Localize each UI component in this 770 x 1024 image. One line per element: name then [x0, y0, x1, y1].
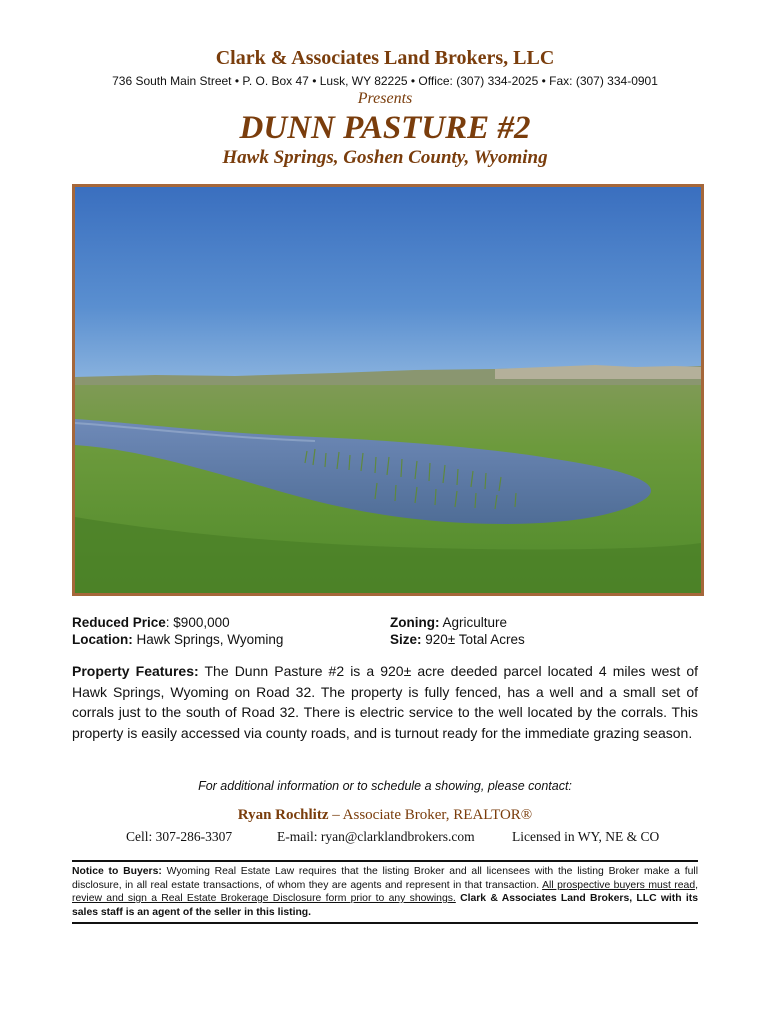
company-name: Clark & Associates Land Brokers, LLC — [215, 47, 555, 69]
notice-text: Wyoming Real Estate Law requires that the listing Broker and all licensees with the listing Broker make a full disclosure, in all real estate transactions, of whom they are agents and represent in that transaction. — [72, 866, 699, 891]
property-photo — [72, 184, 704, 596]
price-row — [72, 614, 283, 631]
notice-agent-statement: Clark & Associates Land Brokers, LLC with its sales staff is an agent of the seller in this listing. — [72, 893, 698, 918]
location-label: Location: — [72, 632, 133, 647]
notice-label: Notice to Buyers: — [72, 866, 162, 877]
features-text: The Dunn Pasture #2 is a 920± acre deeded parcel located 4 miles west of Hawk Springs, Wyoming on Road 32. The property is fully fenced, has a well and a small set of corrals just to the south of Road 32. There is electric service to the well located by the corrals. This property is easily accessed via county roads, and is turnout ready for the immediate grazing season. — [72, 663, 698, 741]
zoning-value: Agriculture — [439, 615, 508, 630]
presents-label: Presents — [357, 90, 413, 107]
facts-right — [390, 614, 525, 648]
listing-subtitle: Hawk Springs, Goshen County, Wyoming — [222, 147, 548, 168]
size-label: Size: — [390, 632, 422, 647]
zoning-row — [390, 614, 525, 631]
listing-title: DUNN PASTURE #2 — [239, 110, 531, 146]
notice-underlined: All prospective buyers must read, review and sign a Real Estate Brokerage Disclosure form prior to any showings. — [72, 879, 698, 905]
property-features — [72, 661, 698, 743]
contact-note: For additional information or to schedule a showing, please contact: — [198, 779, 572, 793]
company-address: 736 South Main Street • P. O. Box 47 • Lusk, WY 82225 • Office: (307) 334-2025 • Fax: (307) 334-0901 — [112, 74, 658, 88]
broker-cell: Cell: 307-286-3307 — [126, 829, 233, 844]
price-value: : $900,000 — [165, 615, 230, 630]
broker-line — [0, 807, 770, 824]
broker-name: Ryan Rochlitz — [237, 807, 329, 823]
broker-licensed: Licensed in WY, NE & CO — [512, 829, 660, 844]
location-row — [72, 631, 283, 648]
facts-left — [72, 614, 283, 648]
size-value: 920± Total Acres — [421, 632, 525, 647]
broker-email[interactable]: E-mail: ryan@clarklandbrokers.com — [277, 829, 475, 844]
notice-to-buyers — [72, 860, 698, 924]
broker-title: – Associate Broker, REALTOR® — [328, 807, 533, 823]
size-row — [390, 631, 525, 648]
price-label: Reduced Price — [72, 615, 166, 630]
pasture-landscape-image — [75, 187, 701, 593]
location-value: Hawk Springs, Wyoming — [132, 632, 284, 647]
zoning-label: Zoning: — [390, 615, 440, 630]
features-label: Property Features: — [72, 663, 199, 679]
